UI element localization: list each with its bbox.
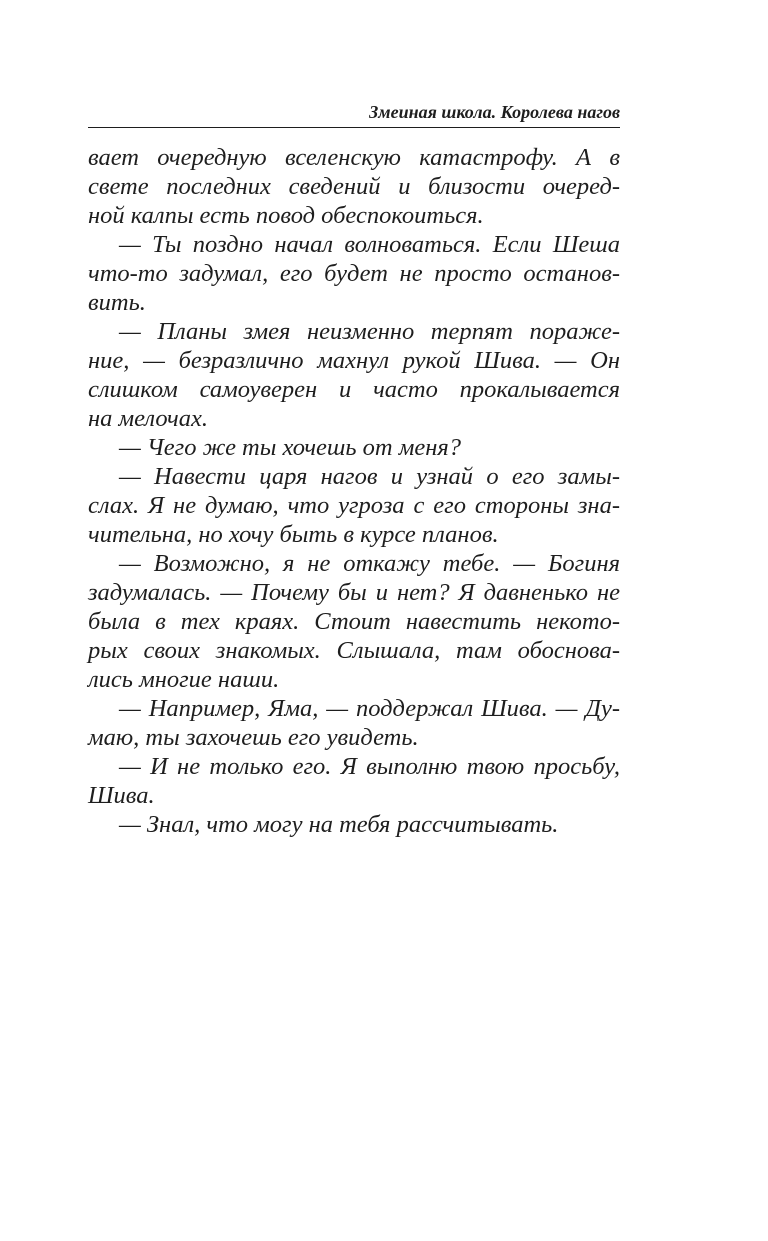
text-line: ной калпы есть повод обеспокоиться. xyxy=(88,202,484,229)
text-line: задумалась. — Почему бы и нет? Я давненько не xyxy=(88,579,620,606)
text-line: была в тех краях. Стоит навестить некото- xyxy=(88,608,620,635)
page-body xyxy=(88,143,620,839)
text-line: вить. xyxy=(88,289,146,316)
text-line: — Возможно, я не откажу тебе. — Богиня xyxy=(119,550,620,577)
header-divider xyxy=(88,127,620,128)
text-line: — Планы змея неизменно терпят пораже- xyxy=(119,318,620,345)
text-line: Шива. xyxy=(88,782,155,809)
text-line: чительна, но хочу быть в курсе планов. xyxy=(88,521,499,548)
text-line: маю, ты захочешь его увидеть. xyxy=(88,724,419,751)
text-line: слишком самоуверен и часто прокалывается xyxy=(88,376,620,403)
text-line: ние, — безразлично махнул рукой Шива. — Он xyxy=(88,347,620,374)
running-header xyxy=(88,100,620,128)
text-line: свете последних сведений и близости очеред- xyxy=(88,173,620,200)
text-line: что-то задумал, его будет не просто останов- xyxy=(88,260,620,287)
running-header-title: Змеиная школа. Королева нагов xyxy=(369,102,620,122)
text-line: — Знал, что могу на тебя рассчитывать. xyxy=(119,811,559,838)
text-line: — Например, Яма, — поддержал Шива. — Ду- xyxy=(119,695,620,722)
text-line: — И не только его. Я выполню твою просьбу, xyxy=(119,753,620,780)
text-line: вает очередную вселенскую катастрофу. А в xyxy=(88,144,620,171)
text-line: — Навести царя нагов и узнай о его замы- xyxy=(119,463,620,490)
text-line: лись многие наши. xyxy=(88,666,280,693)
text-line: — Ты поздно начал волноваться. Если Шеша xyxy=(119,231,620,258)
text-line: на мелочах. xyxy=(88,405,208,432)
text-line: рых своих знакомых. Слышала, там обоснова- xyxy=(88,637,620,664)
text-line: слах. Я не думаю, что угроза с его стороны зна- xyxy=(88,492,620,519)
text-line: — Чего же ты хочешь от меня? xyxy=(119,434,462,461)
